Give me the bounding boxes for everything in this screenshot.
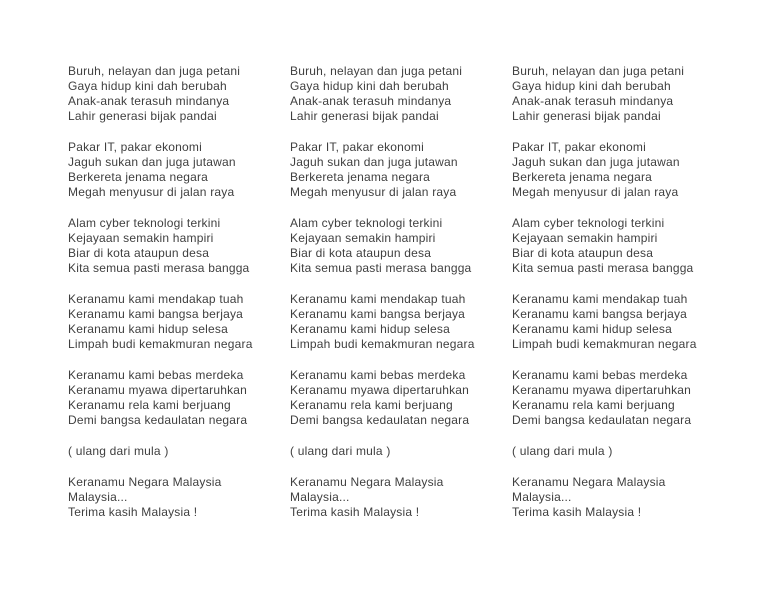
lyric-line: Jaguh sukan dan juga jutawan [290,155,458,169]
lyric-line: Keranamu kami mendakap tuah [512,292,688,306]
stanza [68,368,290,428]
lyrics-columns [68,64,734,536]
stanza [512,368,734,428]
lyrics-column-2 [290,64,512,536]
lyric-line: Gaya hidup kini dah berubah [290,79,449,93]
stanza [290,368,512,428]
lyric-line: Kita semua pasti merasa bangga [290,261,472,275]
lyric-line: Demi bangsa kedaulatan negara [512,413,692,427]
lyric-line: Keranamu kami mendakap tuah [290,292,466,306]
lyric-line: Gaya hidup kini dah berubah [512,79,671,93]
lyric-line: Keranamu Negara Malaysia [68,475,222,489]
lyric-line: Keranamu kami bangsa berjaya [68,307,244,321]
lyric-line: Buruh, nelayan dan juga petani [290,64,463,78]
lyric-line: Kejayaan semakin hampiri [290,231,436,245]
lyric-line: Keranamu rela kami berjuang [512,398,675,412]
lyric-line: ( ulang dari mula ) [290,444,391,458]
lyric-line: Berkereta jenama negara [512,170,653,184]
lyric-line: Anak-anak terasuh mindanya [512,94,674,108]
lyric-line: Lahir generasi bijak pandai [290,109,439,123]
lyric-line: Demi bangsa kedaulatan negara [68,413,248,427]
lyric-line: Keranamu kami bebas merdeka [68,368,244,382]
stanza [68,475,290,520]
stanza [68,292,290,352]
lyric-line: Biar di kota ataupun desa [290,246,432,260]
stanza [68,216,290,276]
lyric-line: Malaysia... [68,490,128,504]
lyric-line: Keranamu myawa dipertaruhkan [512,383,692,397]
lyric-line: Kejayaan semakin hampiri [512,231,658,245]
lyric-line: Biar di kota ataupun desa [68,246,210,260]
lyric-line: Malaysia... [512,490,572,504]
lyric-line: Pakar IT, pakar ekonomi [512,140,646,154]
lyric-line: Lahir generasi bijak pandai [512,109,661,123]
lyric-line: Keranamu kami bebas merdeka [290,368,466,382]
lyric-line: Malaysia... [290,490,350,504]
stanza [512,292,734,352]
lyric-line: Berkereta jenama negara [68,170,209,184]
lyric-line: Pakar IT, pakar ekonomi [68,140,202,154]
lyric-line: Keranamu kami hidup selesa [512,322,672,336]
lyrics-column-1 [68,64,290,536]
lyric-line: Biar di kota ataupun desa [512,246,654,260]
lyric-line: Limpah budi kemakmuran negara [68,337,253,351]
lyric-line: Keranamu myawa dipertaruhkan [68,383,248,397]
lyric-line: Lahir generasi bijak pandai [68,109,217,123]
lyric-line: Alam cyber teknologi terkini [512,216,665,230]
lyric-line: Keranamu kami bangsa berjaya [290,307,466,321]
stanza [290,64,512,124]
lyric-line: Keranamu kami bangsa berjaya [512,307,688,321]
lyric-line: Berkereta jenama negara [290,170,431,184]
lyric-line: Kejayaan semakin hampiri [68,231,214,245]
lyric-line: Keranamu kami mendakap tuah [68,292,244,306]
lyrics-column-3 [512,64,734,536]
lyric-line: Jaguh sukan dan juga jutawan [68,155,236,169]
stanza [512,140,734,200]
lyric-line: Limpah budi kemakmuran negara [290,337,475,351]
lyric-line: Pakar IT, pakar ekonomi [290,140,424,154]
lyric-line: Keranamu Negara Malaysia [512,475,666,489]
lyric-line: ( ulang dari mula ) [68,444,169,458]
stanza [512,216,734,276]
lyric-line: Jaguh sukan dan juga jutawan [512,155,680,169]
lyric-line: Limpah budi kemakmuran negara [512,337,697,351]
stanza [68,64,290,124]
stanza [512,444,734,459]
lyric-line: Keranamu rela kami berjuang [68,398,231,412]
lyric-line: Keranamu myawa dipertaruhkan [290,383,470,397]
stanza [68,140,290,200]
lyric-line: Megah menyusur di jalan raya [290,185,457,199]
lyric-line: Anak-anak terasuh mindanya [68,94,230,108]
lyric-line: Keranamu kami hidup selesa [68,322,228,336]
lyric-line: Megah menyusur di jalan raya [68,185,235,199]
lyric-line: Terima kasih Malaysia ! [68,505,198,519]
lyric-line: Buruh, nelayan dan juga petani [512,64,685,78]
stanza [68,444,290,459]
stanza [290,292,512,352]
lyric-line: Alam cyber teknologi terkini [290,216,443,230]
stanza [290,475,512,520]
lyric-line: Buruh, nelayan dan juga petani [68,64,241,78]
lyric-line: Keranamu Negara Malaysia [290,475,444,489]
lyric-line: Keranamu rela kami berjuang [290,398,453,412]
stanza [290,216,512,276]
lyric-line: Terima kasih Malaysia ! [512,505,642,519]
stanza [512,475,734,520]
lyric-line: Alam cyber teknologi terkini [68,216,221,230]
lyric-line: Kita semua pasti merasa bangga [68,261,250,275]
lyric-line: Gaya hidup kini dah berubah [68,79,227,93]
lyric-line: Keranamu kami hidup selesa [290,322,450,336]
lyric-line: Terima kasih Malaysia ! [290,505,420,519]
lyric-line: Kita semua pasti merasa bangga [512,261,694,275]
lyric-line: Anak-anak terasuh mindanya [290,94,452,108]
stanza [290,140,512,200]
lyric-line: Megah menyusur di jalan raya [512,185,679,199]
stanza [290,444,512,459]
lyric-line: ( ulang dari mula ) [512,444,613,458]
stanza [512,64,734,124]
lyric-line: Keranamu kami bebas merdeka [512,368,688,382]
lyric-line: Demi bangsa kedaulatan negara [290,413,470,427]
